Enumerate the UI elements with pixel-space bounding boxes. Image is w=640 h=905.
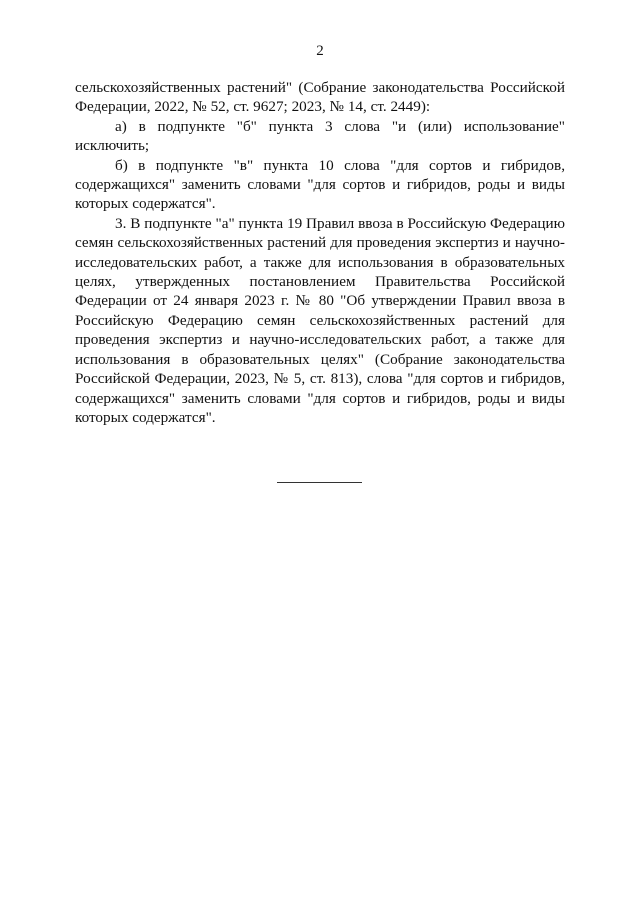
- paragraph-item-a: а) в подпункте "б" пункта 3 слова "и (или) использование" исключить;: [75, 117, 565, 155]
- paragraph-continuation: сельскохозяйственных растений" (Собрание законодательства Российской Федерации, 2022, № 52, ст. 9627; 2023, № 14, ст. 2449):: [75, 79, 565, 116]
- document-body: [75, 78, 565, 427]
- paragraph-item-b: б) в подпункте "в" пункта 10 слова "для сортов и гибридов, содержащихся" заменить словами "для сортов и гибридов, роды и виды которых содержатся".: [75, 156, 565, 213]
- paragraph-point-3: 3. В подпункте "а" пункта 19 Правил ввоза в Российскую Федерацию семян сельскохозяйственных растений для проведения экспертиз и научно-исследовательских работ, а также для использования в образовательных целях, утвержденных постановлением Правительства Российской Федерации от 24 января 2023 г. № 80 "Об утверждении Правил ввоза в Российскую Федерацию семян сельскохозяйственных растений для проведения экспертиз и научно-исследовательских работ, а также для использования в образовательных целях" (Собрание законодательства Российской Федерации, 2023, № 5, ст. 813), слова "для сортов и гибридов, содержащихся" заменить словами "для сортов и гибридов, роды и виды которых содержатся".: [75, 214, 565, 426]
- closing-separator-line: [277, 482, 362, 483]
- page-number: 2: [316, 43, 324, 59]
